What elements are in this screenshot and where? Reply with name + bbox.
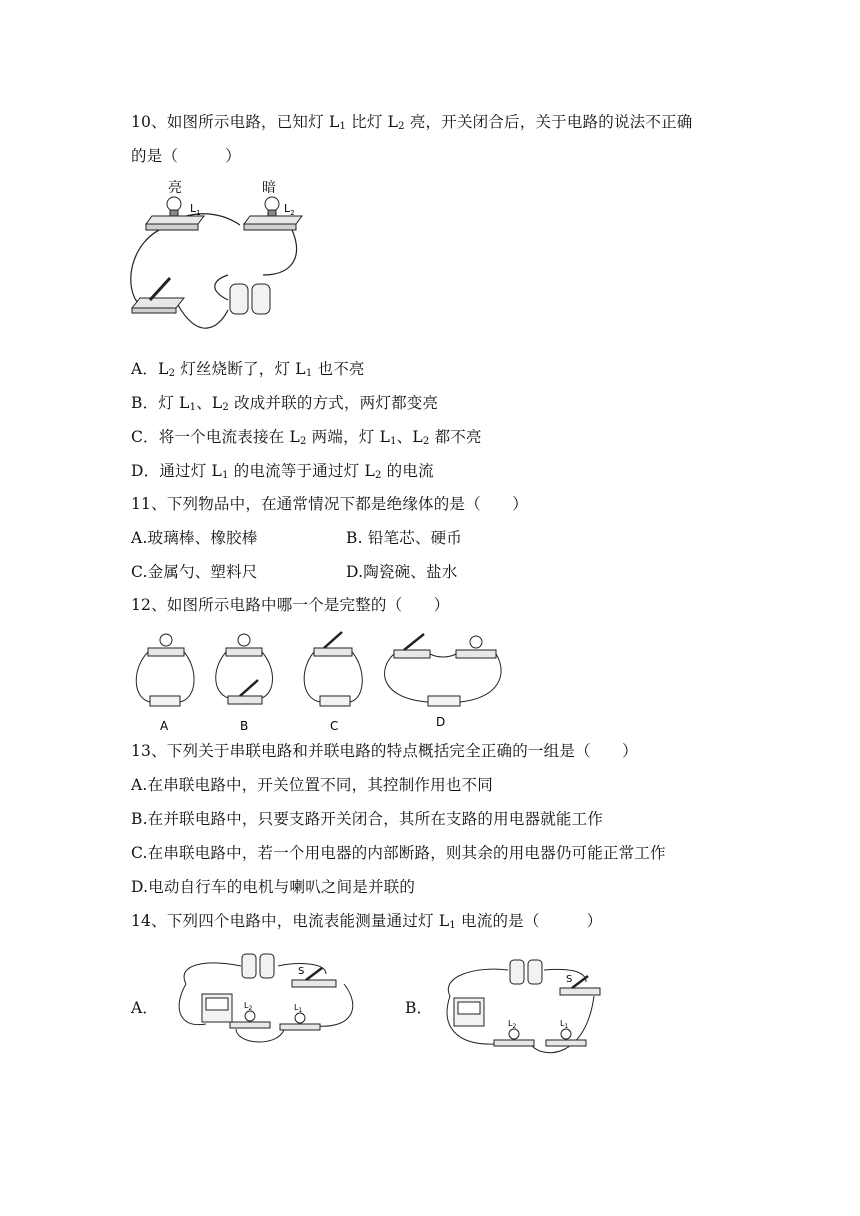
q12-circuits-figure <box>128 628 508 736</box>
q10-circuit-figure <box>128 180 308 350</box>
q11-option-a: A.玻璃棒、橡胶棒 <box>131 529 258 547</box>
circuit-a <box>136 634 194 733</box>
label-bright: 亮 <box>168 180 182 196</box>
q13-stem: 13、下列关于串联电路和并联电路的特点概括完全正确的一组是（ ） <box>131 742 638 760</box>
q14-circuit-a <box>166 944 366 1054</box>
circuit-c <box>304 632 362 733</box>
q13-option-b: B.在并联电路中，只要支路开关闭合，其所在支路的用电器就能工作 <box>131 810 604 828</box>
q11-option-d: D.陶瓷碗、盐水 <box>346 563 458 581</box>
label-l1: $L_1$ <box>190 202 201 217</box>
q10-option-d: D．通过灯 $L_1$ 的电流等于通过灯 $L_2$ 的电流 <box>131 462 434 481</box>
label-l2: $L_2$ <box>284 202 295 217</box>
q13-option-c: C.在串联电路中，若一个用电器的内部断路，则其余的用电器仍可能正常工作 <box>131 844 666 862</box>
label-l2: $L_2$ <box>508 1019 517 1030</box>
label-d: D <box>436 715 446 729</box>
label-s: S <box>298 966 305 977</box>
label-l1: $L_1$ <box>560 1019 569 1030</box>
q14-option-a-label: A． <box>131 999 159 1017</box>
label-b: B <box>240 719 249 733</box>
q11-stem: 11、下列物品中，在通常情况下都是绝缘体的是（ ） <box>131 495 528 513</box>
q13-option-a: A.在串联电路中，开关位置不同，其控制作用也不同 <box>131 776 493 794</box>
label-dark: 暗 <box>262 180 276 196</box>
label-l1: $L_1$ <box>294 1003 303 1014</box>
q14-option-b-label: B． <box>405 999 433 1017</box>
label-a: A <box>160 719 169 733</box>
q14-circuit-b <box>436 956 606 1066</box>
q10-option-c: C．将一个电流表接在 $L_2$ 两端，灯 $L_1$、$L_2$ 都不亮 <box>131 428 482 447</box>
q10-stem: 10、如图所示电路，已知灯 $L_1$ 比灯 $L_2$ 亮，开关闭合后，关于电路的说法不正确 <box>131 113 693 132</box>
q14-stem: 14、下列四个电路中，电流表能测量通过灯 $L_1$ 电流的是（ ） <box>131 912 603 931</box>
q10-option-a: A．$L_2$ 灯丝烧断了，灯 $L_1$ 也不亮 <box>131 360 365 379</box>
q10-option-b: B．灯 $L_1$、$L_2$ 改成并联的方式，两灯都变亮 <box>131 394 439 413</box>
q11-option-c: C.金属勺、塑料尺 <box>131 563 258 581</box>
circuit-b <box>216 634 273 733</box>
circuit-d <box>385 634 502 729</box>
label-c: C <box>330 719 339 733</box>
q13-option-d: D.电动自行车的电机与喇叭之间是并联的 <box>131 878 416 896</box>
q11-option-b: B. 铅笔芯、硬币 <box>346 529 463 547</box>
q10-stem-line2: 的是（ ） <box>131 147 241 165</box>
label-l2: $L_2$ <box>244 1001 253 1012</box>
label-s: S <box>566 974 573 985</box>
q12-stem: 12、如图所示电路中哪一个是完整的（ ） <box>131 596 450 614</box>
